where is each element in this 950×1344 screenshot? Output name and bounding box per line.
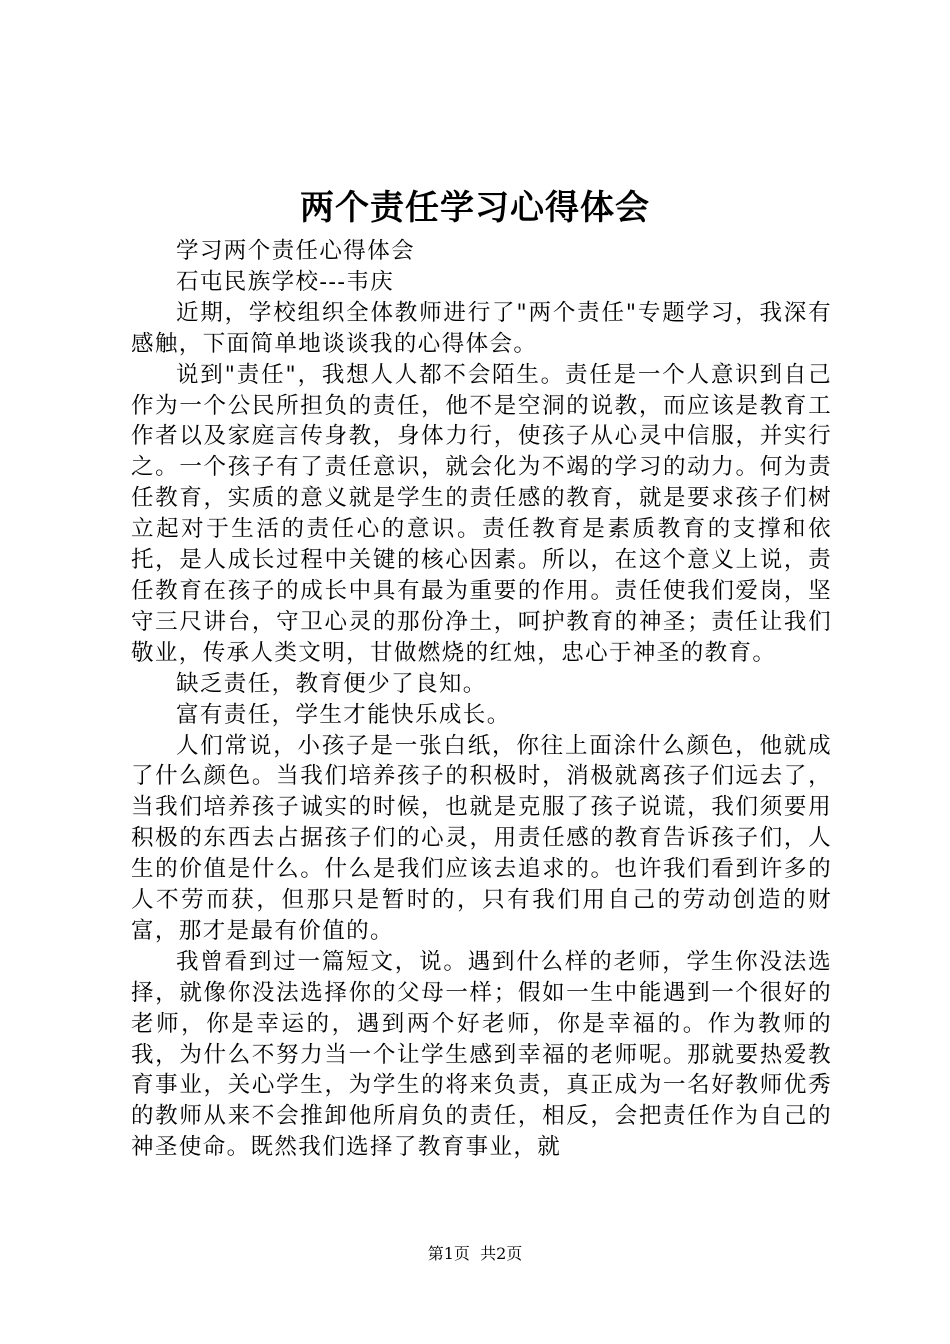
document-body — [131, 236, 832, 1163]
page-number: 第1页 — [427, 1244, 470, 1263]
paragraph: 富有责任，学生才能快乐成长。 — [176, 701, 511, 728]
total-pages: 共2页 — [480, 1244, 523, 1263]
paragraph: 说到"责任"，我想人人都不会陌生。责任是一个人意识到自己作为一个公民所担负的责任，他不是空洞的说教，而应该是教育工作者以及家庭言传身教，身体力行，使孩子从心灵中信服，并实行之。一个孩子有了责任意识，就会化为不竭的学习的动力。何为责任教育，实质的意义就是学生的责任感的教育，就是要求孩子们树立起对于生活的责任心的意识。责任教育是素质教育的支撑和依托，是人成长过程中关键的核心因素。所以，在这个意义上说，责任教育在孩子的成长中具有最为重要的作用。责任使我们爱岗，坚守三尺讲台，守卫心灵的那份净土，呵护教育的神圣；责任让我们敬业，传承人类文明，甘做燃烧的红烛，忠心于神圣的教育。 — [131, 361, 832, 666]
paragraph-subtitle: 学习两个责任心得体会 — [176, 238, 416, 264]
footer-gap — [470, 1244, 480, 1263]
paragraph-author: 石屯民族学校---韦庆 — [176, 268, 395, 295]
paragraph: 缺乏责任，教育便少了良知。 — [176, 670, 487, 697]
paragraph: 近期，学校组织全体教师进行了"两个责任"专题学习，我深有感触，下面简单地谈谈我的心得体会。 — [131, 299, 832, 357]
page-footer — [0, 1244, 950, 1264]
paragraph: 人们常说，小孩子是一张白纸，你往上面涂什么颜色，他就成了什么颜色。当我们培养孩子的积极时，消极就离孩子们远去了，当我们培养孩子诚实的时候，也就是克服了孩子说谎，我们须要用积极的东西去占据孩子们的心灵，用责任感的教育告诉孩子们，人生的价值是什么。什么是我们应该去追求的。也许我们看到许多的人不劳而获，但那只是暂时的，只有我们用自己的劳动创造的财富，那才是最有价值的。 — [131, 732, 832, 944]
paragraph: 我曾看到过一篇短文，说。遇到什么样的老师，学生你没法选择，就像你没法选择你的父母一样；假如一生中能遇到一个很好的老师，你是幸运的，遇到两个好老师，你是幸福的。作为教师的我，为什么不努力当一个让学生感到幸福的老师呢。那就要热爱教育事业，关心学生，为学生的将来负责，真正成为一名好教师优秀的教师从来不会推卸他所肩负的责任，相反，会把责任作为自己的神圣使命。既然我们选择了教育事业，就 — [131, 948, 832, 1161]
document-title: 两个责任学习心得体会 — [300, 188, 650, 228]
